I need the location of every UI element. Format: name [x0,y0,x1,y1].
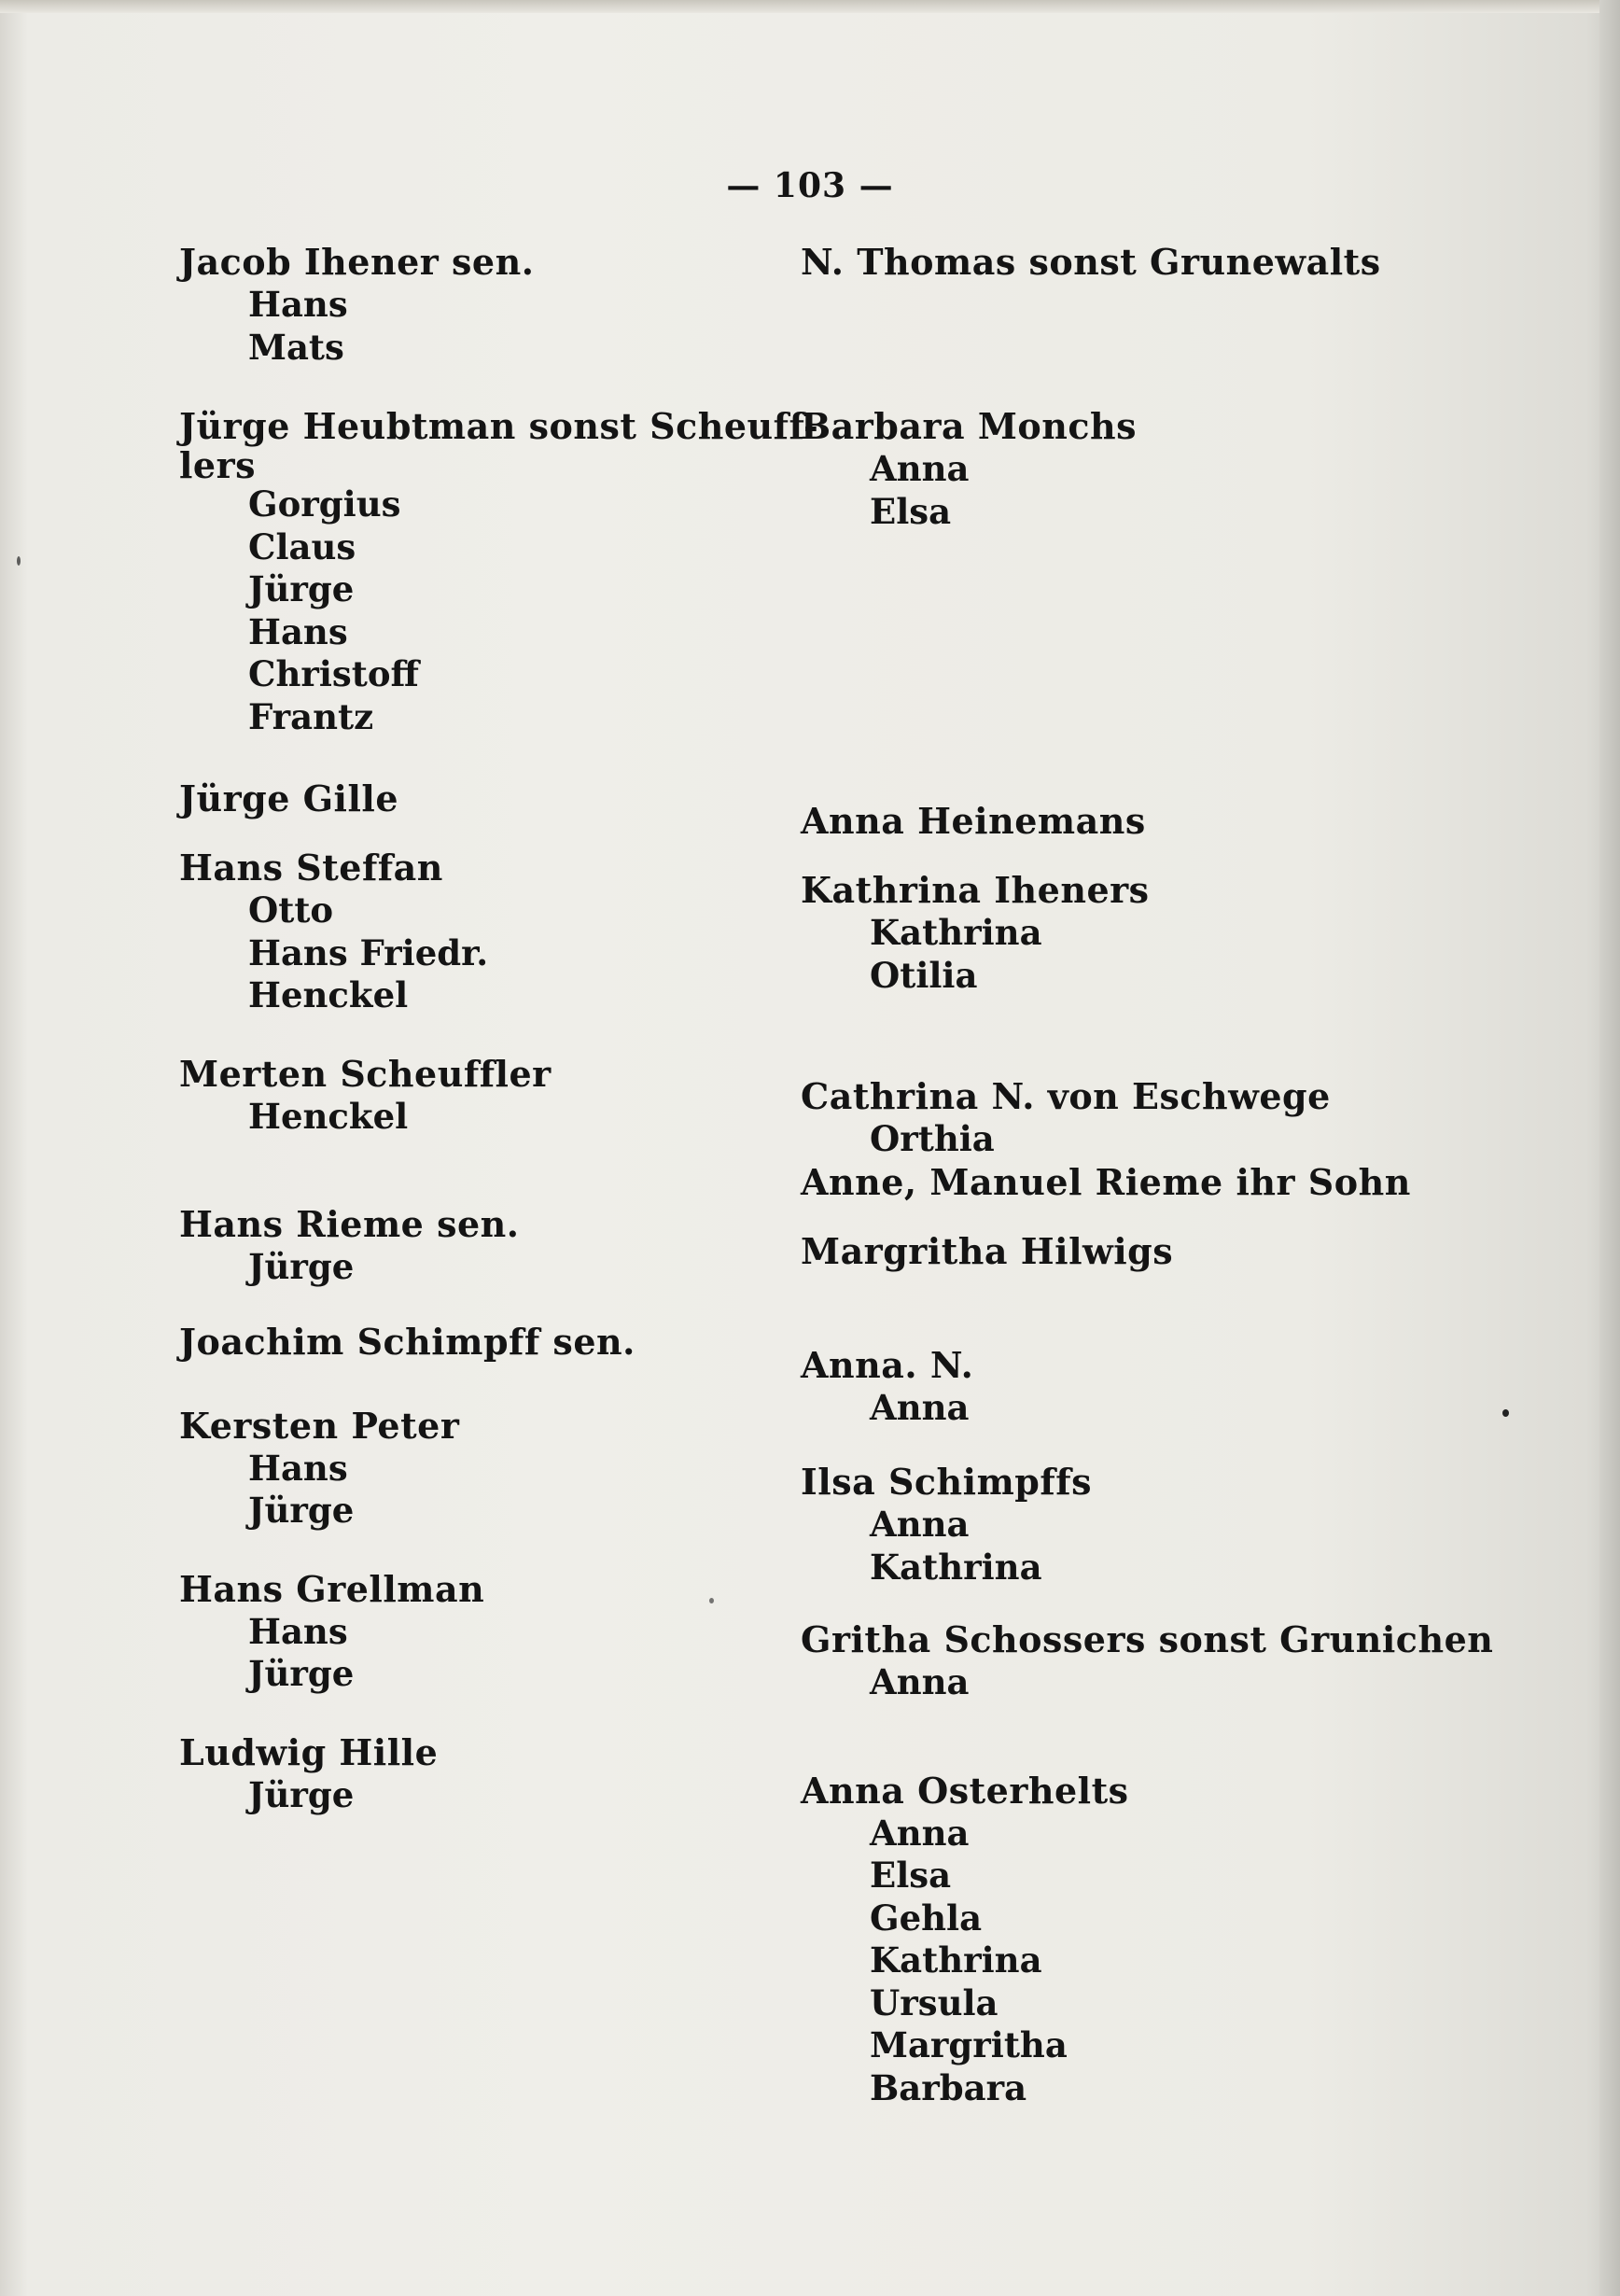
family-entry [179,1568,776,1696]
household-head: Jacob Ihener sen. [179,241,535,283]
child-name: Barbara [870,2066,1027,2108]
household-head: Merten Scheuffler [179,1052,552,1095]
household-head: Anne, Manuel Rieme ihr Sohn [801,1160,1411,1203]
child-name: Henckel [248,1095,409,1137]
family-entry [179,777,776,820]
page-number: — 103 — [726,166,894,205]
child-name: Hans [248,610,348,652]
family-entry [179,1405,776,1533]
family-entry [179,1321,776,1364]
family-entry [801,1618,1494,1704]
child-name: Jürge [248,1773,355,1815]
ink-speck [17,556,21,566]
child-name: Kathrina [870,1939,1042,1981]
child-name: Christoff [248,653,419,694]
child-name: Hans Friedr. [248,931,489,973]
child-name: Anna [870,1661,970,1702]
child-name: Kathrina [870,912,1042,953]
family-entry [179,241,776,369]
household-head-continued: lers [179,444,257,486]
child-name: Otilia [870,954,978,996]
household-head: Joachim Schimpff sen. [179,1320,635,1363]
household-head: Barbara Monchs [801,405,1138,447]
household-head: Kersten Peter [179,1404,460,1447]
household-head: Kathrina Iheners [801,869,1150,911]
child-name: Elsa [870,1855,952,1896]
household-head: N. Thomas sonst Grunewalts [801,241,1381,283]
child-name: Otto [248,889,334,931]
child-name: Mats [248,326,344,368]
child-name: Kathrina [870,1546,1042,1588]
child-name: Anna [870,448,970,489]
family-entry [801,800,1454,843]
child-name: Orthia [870,1118,995,1159]
ink-speck [1502,1409,1509,1417]
family-entry [801,1344,1454,1430]
child-name: Margritha [870,2024,1068,2065]
child-name: Hans [248,1447,348,1489]
family-entry [179,847,776,1017]
child-name: Henckel [248,974,409,1015]
child-name: Jürge [248,1246,355,1287]
child-name: Frantz [248,695,374,737]
household-head: Anna. N. [801,1343,974,1386]
family-entry [179,1203,776,1289]
family-entry [801,1075,1454,1161]
family-entry [801,1770,1454,2110]
household-head: Jürge Heubtman sonst Scheuff- [179,405,819,447]
child-name: Gehla [870,1897,983,1939]
child-name: Anna [870,1812,970,1854]
child-name: Jürge [248,568,355,609]
family-entry [179,405,819,738]
child-name: Anna [870,1504,970,1545]
family-entry [801,1161,1454,1204]
child-name: Hans [248,1610,348,1652]
household-head: Hans Steffan [179,847,443,889]
child-name: Hans [248,284,348,325]
page-top-edge [0,0,1620,13]
household-head: Anna Heinemans [801,800,1146,842]
family-entry [801,1461,1454,1589]
family-entry [179,1731,776,1817]
household-head: Hans Grellman [179,1567,485,1610]
household-head: Ludwig Hille [179,1730,439,1773]
family-entry [801,869,1454,997]
page-right-edge [1599,0,1620,2296]
family-entry [801,405,1454,533]
household-head: Ilsa Schimpffs [801,1461,1092,1503]
family-entry [179,1053,776,1139]
household-head: Anna Osterhelts [801,1769,1129,1812]
family-entry [801,241,1454,284]
child-name: Anna [870,1386,970,1428]
family-entry [801,1230,1454,1273]
household-head: Cathrina N. von Eschwege [801,1075,1331,1117]
ink-speck [709,1598,714,1603]
child-name: Jürge [248,1653,355,1694]
household-head: Hans Rieme sen. [179,1203,520,1245]
child-name: Jürge [248,1490,355,1531]
child-name: Claus [248,525,356,567]
left-column [179,241,819,1816]
child-name: Gorgius [248,483,401,525]
household-head: Margritha Hilwigs [801,1229,1174,1272]
child-name: Ursula [870,1981,999,2023]
child-name: Elsa [870,490,952,532]
household-head: Gritha Schossers sonst Grunichen [801,1618,1494,1660]
household-head: Jürge Gille [179,777,399,819]
right-column [801,241,1494,2109]
